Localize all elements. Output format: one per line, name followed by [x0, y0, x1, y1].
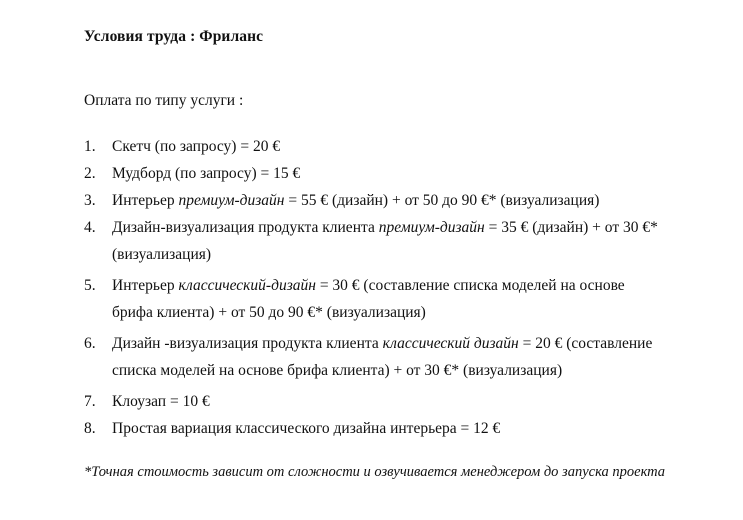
list-item: [84, 187, 684, 214]
list-item: [84, 330, 684, 384]
item-text: Скетч (по запросу) = 20 €: [112, 138, 281, 155]
item-number: 4.: [84, 219, 96, 236]
item-number: 6.: [84, 335, 96, 352]
item-text: = 20 € (составление: [518, 335, 653, 352]
item-number: 2.: [84, 165, 96, 182]
item-text: списка моделей на основе брифа клиента) + от 30 €* (визуализация): [112, 362, 563, 379]
item-text: Интерьер: [112, 277, 179, 294]
item-style-italic: премиум-дизайн: [178, 192, 285, 209]
item-text: (визуализация): [112, 246, 212, 263]
item-style-italic: классический дизайн: [382, 335, 519, 352]
item-style-italic: классический-дизайн: [178, 277, 316, 294]
item-number: 5.: [84, 277, 96, 294]
list-item: [84, 160, 684, 187]
item-text: Интерьер: [112, 192, 179, 209]
item-style-italic: премиум-дизайн: [378, 219, 485, 236]
list-item: [84, 415, 684, 442]
list-item: [84, 272, 684, 326]
item-text: брифа клиента) + от 50 до 90 €* (визуализация): [112, 304, 426, 321]
item-text: Дизайн -визуализация продукта клиента: [112, 335, 383, 352]
list-item: [84, 214, 684, 268]
item-number: 7.: [84, 393, 96, 410]
footnote: *Точная стоимость зависит от сложности и озвучивается менеджером до запуска проекта: [84, 464, 666, 480]
item-number: 3.: [84, 192, 96, 209]
item-number: 8.: [84, 420, 96, 437]
item-text: Клоузап = 10 €: [112, 393, 210, 410]
pricing-list: [84, 133, 684, 442]
item-text: Мудборд (по запросу) = 15 €: [112, 165, 301, 182]
pricing-subtitle: Оплата по типу услуги :: [84, 92, 244, 109]
item-text: = 35 € (дизайн) + от 30 €*: [484, 219, 658, 236]
document-title: Условия труда : Фриланс: [84, 28, 264, 45]
list-item: [84, 133, 684, 160]
item-number: 1.: [84, 138, 96, 155]
item-text: = 30 € (составление списка моделей на основе: [315, 277, 625, 294]
item-text: Простая вариация классического дизайна интерьера = 12 €: [112, 420, 501, 437]
item-text: Дизайн-визуализация продукта клиента: [112, 219, 379, 236]
item-text: = 55 € (дизайн) + от 50 до 90 €* (визуализация): [284, 192, 600, 209]
list-item: [84, 388, 684, 415]
